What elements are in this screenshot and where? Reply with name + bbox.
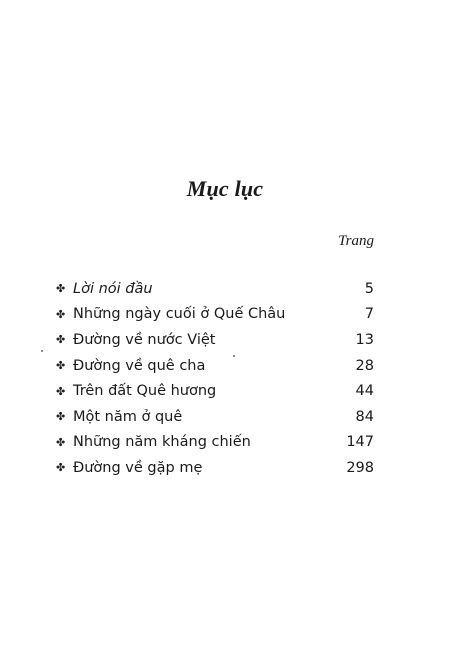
toc-entry-title: Lời nói đầu [73, 280, 153, 297]
toc-entry[interactable] [56, 302, 374, 328]
bullet-icon: ✤ [56, 307, 66, 321]
toc-entry[interactable] [56, 276, 374, 302]
toc-entry[interactable] [56, 378, 374, 404]
table-of-contents [56, 276, 374, 481]
toc-entry-page: 147 [346, 434, 374, 451]
toc-entry-page: 28 [355, 357, 374, 374]
toc-entry-title: Những năm kháng chiến [73, 434, 251, 451]
bullet-icon: ✤ [56, 410, 66, 424]
toc-entry-title: Một năm ở quê [73, 408, 183, 425]
toc-entry[interactable] [56, 327, 374, 353]
bullet-icon: ✤ [56, 435, 66, 449]
paper-speck [233, 355, 235, 357]
toc-entry[interactable] [56, 455, 374, 481]
toc-entry-page: 7 [364, 306, 374, 323]
bullet-icon: ✤ [56, 384, 66, 398]
toc-entry-title: Đường về nước Việt [73, 331, 216, 348]
toc-entry-title: Đường về quê cha [73, 357, 206, 374]
toc-entry-title: Trên đất Quê hương [73, 383, 217, 400]
toc-entry-page: 5 [364, 280, 374, 297]
paper-speck [41, 350, 43, 352]
page-column-header: Trang [338, 233, 374, 249]
toc-title: Mục lục [186, 176, 264, 201]
toc-entry[interactable] [56, 353, 374, 379]
toc-entry[interactable] [56, 430, 374, 456]
toc-entry-title: Đường về gặp mẹ [73, 459, 203, 476]
bullet-icon: ✤ [56, 461, 66, 475]
bullet-icon: ✤ [56, 282, 66, 296]
toc-entry-page: 44 [355, 383, 374, 400]
toc-entry-page: 13 [355, 331, 374, 348]
bullet-icon: ✤ [56, 333, 66, 347]
toc-entry[interactable] [56, 404, 374, 430]
toc-entry-page: 298 [346, 459, 374, 476]
bullet-icon: ✤ [56, 359, 66, 373]
toc-entry-page: 84 [355, 408, 374, 425]
toc-entry-title: Những ngày cuối ở Quế Châu [73, 306, 286, 323]
